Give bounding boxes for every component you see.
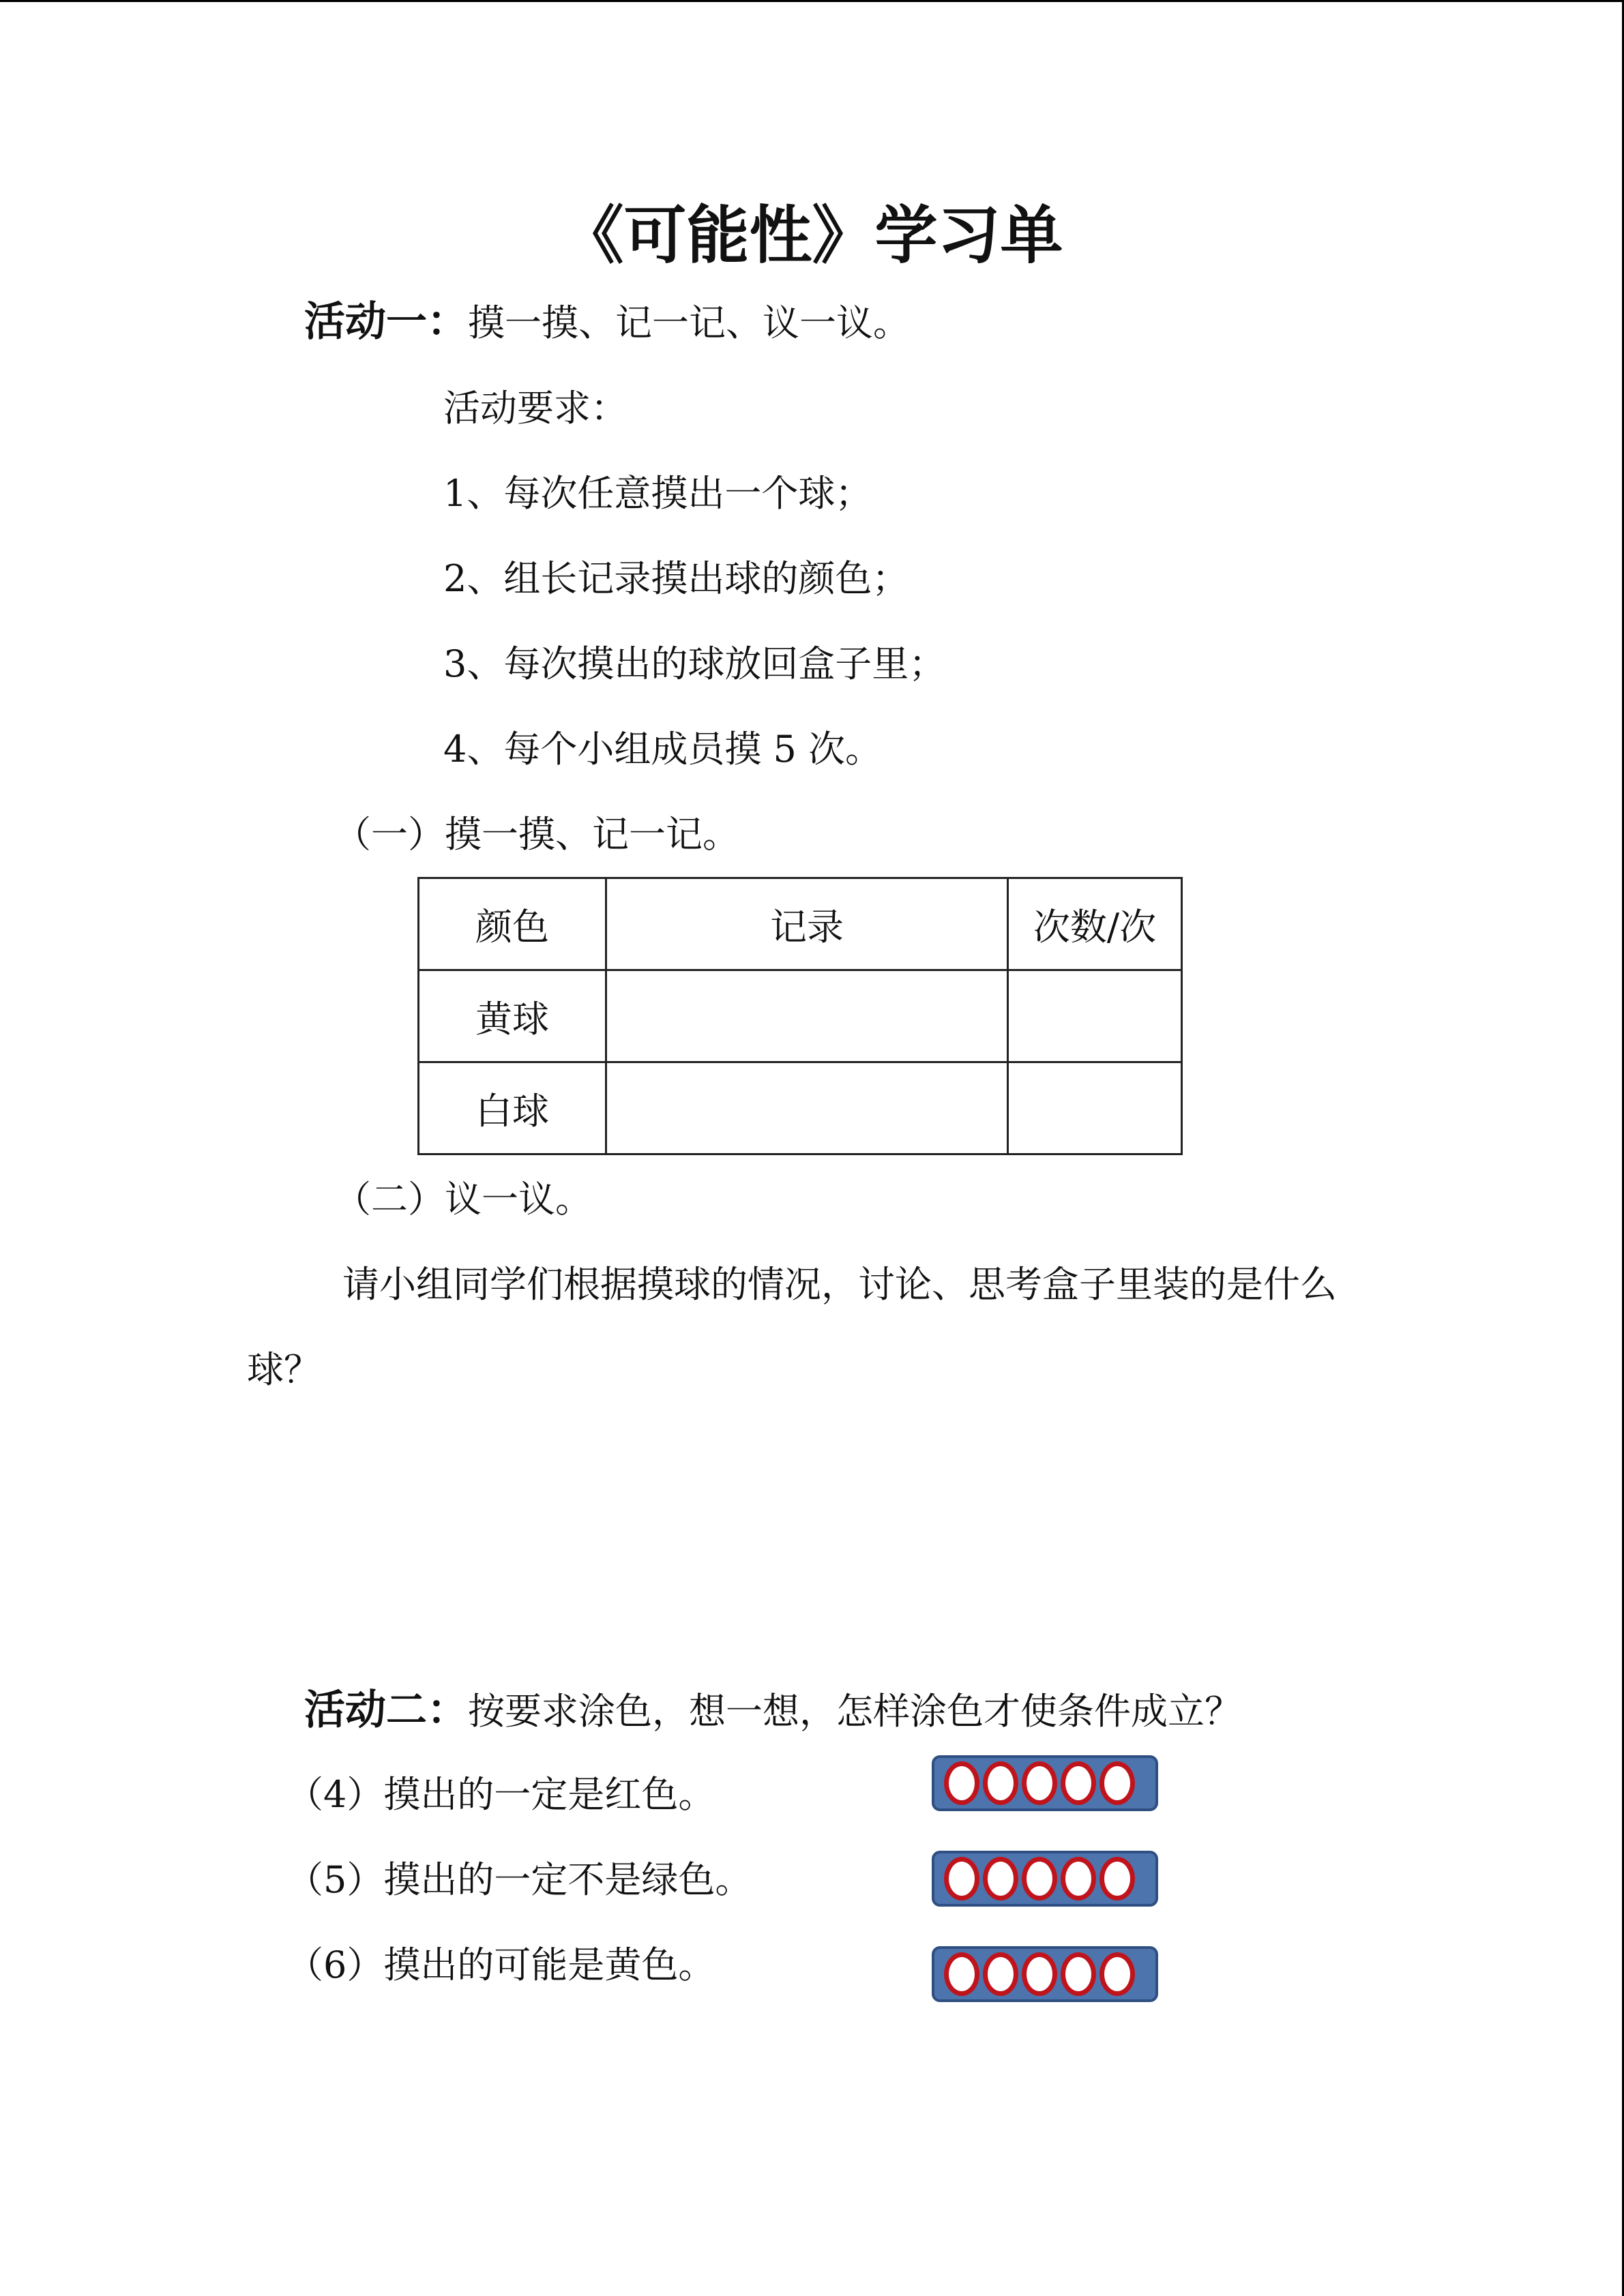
coloring-task-label: （6）摸出的可能是黄色。 (286, 1943, 715, 1986)
requirement-item: 3、每次摸出的球放回盒子里； (443, 642, 946, 685)
bead-box (932, 1755, 1158, 1811)
question-text-continued: 球？ (247, 1348, 321, 1391)
bead-box (932, 1851, 1158, 1907)
bead-circle[interactable] (983, 1761, 1018, 1805)
table-header: 次数/次 (1008, 878, 1182, 970)
record-table (417, 877, 1183, 1155)
table-cell-count[interactable] (1008, 970, 1182, 1062)
bead-circle[interactable] (1099, 1761, 1135, 1805)
activity1-header (304, 298, 910, 346)
table-cell-record[interactable] (606, 1062, 1008, 1154)
bead-circle[interactable] (1061, 1952, 1096, 1996)
bead-circle[interactable] (1061, 1761, 1096, 1805)
activity2-heading: 活动二： (304, 1686, 468, 1734)
bead-circle[interactable] (944, 1761, 979, 1805)
activity2-heading-text: 按要求涂色，想一想，怎样涂色才使条件成立？ (468, 1690, 1241, 1733)
activity2-header (304, 1686, 1241, 1734)
question-text: 请小组同学们根据摸球的情况，讨论、思考盒子里装的是什么 (342, 1263, 1337, 1306)
bead-circle[interactable] (1099, 1952, 1135, 1996)
bead-circle[interactable] (944, 1952, 979, 1996)
table-cell-record[interactable] (606, 970, 1008, 1062)
requirement-item: 4、每个小组成员摸 5 次。 (443, 728, 883, 771)
part1-label: （一）摸一摸、记一记。 (334, 813, 739, 856)
bead-circle[interactable] (1022, 1857, 1057, 1900)
bead-box (932, 1946, 1158, 2002)
requirements-label: 活动要求： (443, 387, 628, 430)
bead-circle[interactable] (1022, 1761, 1057, 1805)
bead-circle[interactable] (983, 1952, 1018, 1996)
coloring-task-label: （4）摸出的一定是红色。 (286, 1773, 715, 1816)
requirement-item: 1、每次任意摸出一个球； (443, 472, 872, 515)
activity1-heading: 活动一： (304, 298, 468, 346)
table-header: 颜色 (419, 878, 606, 970)
table-header-row (419, 878, 1182, 970)
bead-circle[interactable] (983, 1857, 1018, 1900)
bead-circle[interactable] (1022, 1952, 1057, 1996)
table-cell-color: 黄球 (419, 970, 606, 1062)
bead-circle[interactable] (1099, 1857, 1135, 1900)
activity1-heading-text: 摸一摸、记一记、议一议。 (468, 301, 910, 344)
table-cell-color: 白球 (419, 1062, 606, 1154)
bead-circle[interactable] (1061, 1857, 1096, 1900)
table-cell-count[interactable] (1008, 1062, 1182, 1154)
coloring-task-label: （5）摸出的一定不是绿色。 (286, 1858, 752, 1901)
requirement-item: 2、组长记录摸出球的颜色； (443, 557, 909, 600)
table-row (419, 970, 1182, 1062)
table-header: 记录 (606, 878, 1008, 970)
page-title: 《可能性》学习单 (561, 199, 1063, 272)
table-row (419, 1062, 1182, 1154)
part2-label: （二）议一议。 (334, 1178, 592, 1221)
bead-circle[interactable] (944, 1857, 979, 1900)
